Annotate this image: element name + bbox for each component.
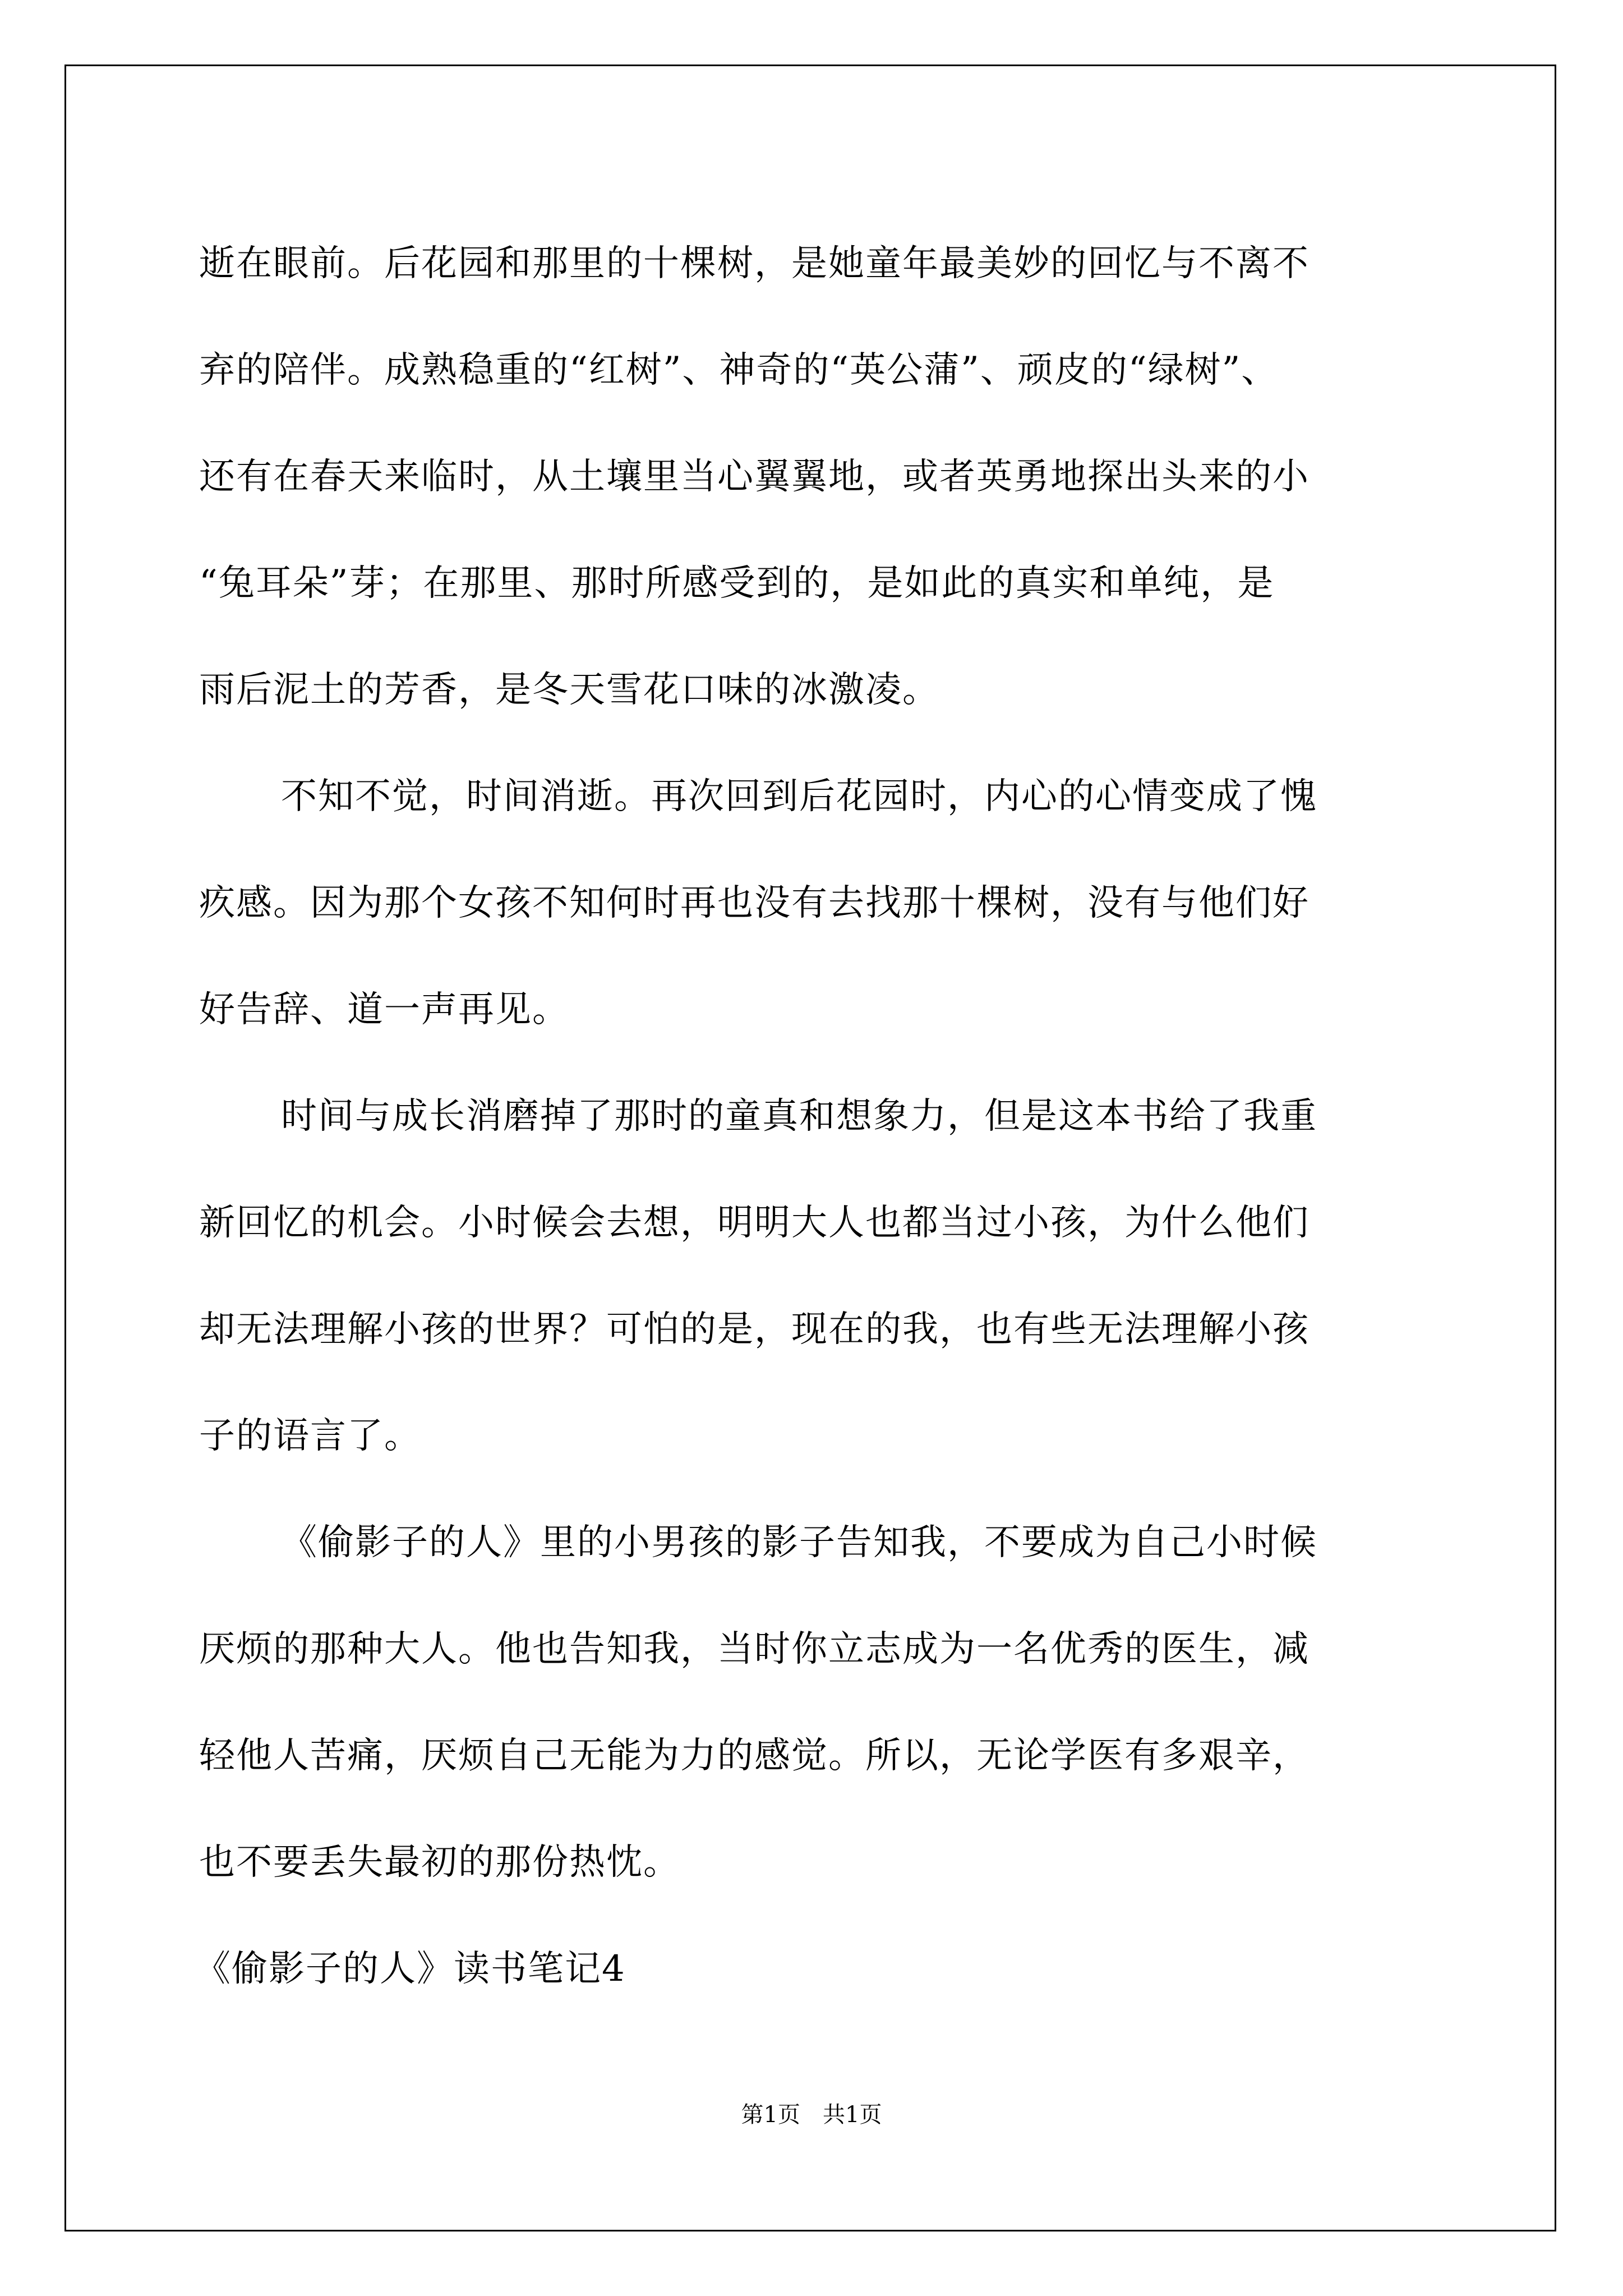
text-line: 逝在眼前。后花园和那里的十棵树，是她童年最美妙的回忆与不离不 <box>199 243 1310 284</box>
text-line: 却无法理解小孩的世界？可怕的是，现在的我，也有些无法理解小孩 <box>199 1309 1310 1350</box>
text-line: 子的语言了。 <box>199 1415 421 1457</box>
paragraph-3 <box>199 1063 1433 1489</box>
section-heading: 《偷影子的人》读书笔记4 <box>195 1948 626 1990</box>
paragraph-1 <box>199 210 1433 743</box>
page-footer: 第1页 共1页 <box>741 2102 882 2128</box>
text-line: 时间与成长消磨掉了那时的童真和想象力，但是这本书给了我重 <box>281 1096 1317 1137</box>
document-body <box>195 210 1433 2022</box>
text-line: 厌烦的那种大人。他也告知我，当时你立志成为一名优秀的医生，减 <box>199 1628 1310 1670</box>
text-line: 轻他人苦痛，厌烦自己无能为力的感觉。所以，无论学医有多艰辛， <box>199 1735 1310 1777</box>
text-line: 疚感。因为那个女孩不知何时再也没有去找那十棵树，没有与他们好 <box>199 882 1310 924</box>
text-line: 新回忆的机会。小时候会去想，明明大人也都当过小孩，为什么他们 <box>199 1202 1310 1244</box>
paragraph-2 <box>199 743 1433 1063</box>
text-line: 雨后泥土的芳香，是冬天雪花口味的冰激凌。 <box>199 669 939 711</box>
text-line: 还有在春天来临时，从土壤里当心翼翼地，或者英勇地探出头来的小 <box>199 456 1310 498</box>
text-line: 也不要丢失最初的那份热忱。 <box>199 1842 680 1883</box>
text-line: 弃的陪伴。成熟稳重的“红树”、神奇的“英公蒲”、顽皮的“绿树”、 <box>199 349 1279 391</box>
text-line: 《偷影子的人》里的小男孩的影子告知我，不要成为自己小时候 <box>281 1522 1317 1563</box>
text-line: “兔耳朵”芽；在那里、那时所感受到的，是如此的真实和单纯，是 <box>199 563 1275 604</box>
text-line: 不知不觉，时间消逝。再次回到后花园时，内心的心情变成了愧 <box>281 776 1317 817</box>
paragraph-4 <box>199 1489 1433 1916</box>
text-line: 好告辞、道一声再见。 <box>199 989 569 1030</box>
